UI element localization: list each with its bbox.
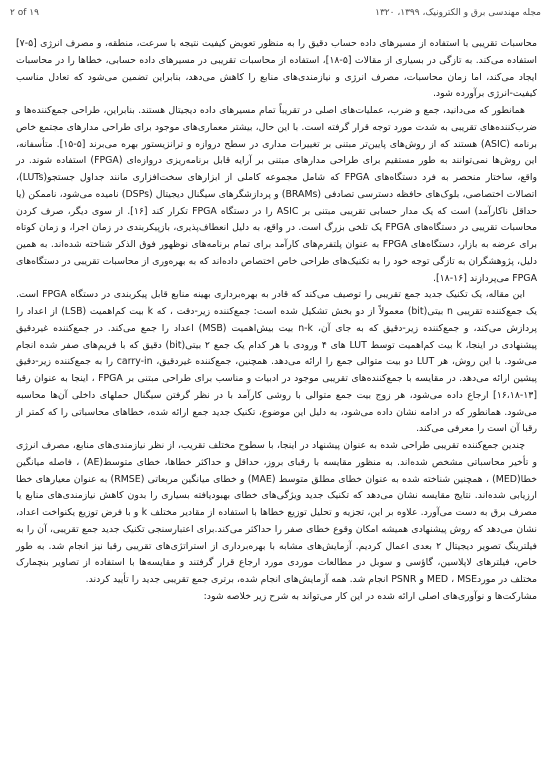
page-number: ۲ of ۱۹ (10, 8, 39, 18)
paragraph-proposed-adder: این مقاله، یک تکنیک جدید جمع تقریبی را توصیف می‌کند که قادر به بهره‌برداری بهینه منابع قابل پیکربندی در دستگاه FPGA است. یک جمع‌کننده تقریبی n بیتی(bit) معمولاً از دو بخش تشکیل شده است: جمع‌کننده زیر-دقت ، که k بیت کم‌اهمیت (LSB) از اعداد را پردازش می‌کند، و جمع‌کننده زیر-دقیق که به جای آن، n-k بیت بیش‌اهمیت (MSB) اعداد را جمع می‌کند. در جمع‌کننده غیردقیق پیشنهادی در اینجا، k بیت کم‌اهمیت توسط LUT های ۴ ورودی با هر کدام یک جمع ۲ بیتی(bit) دقیق که با فریم‌های صفر شده انجام می‌شود. با این روش، هر LUT دو بیت متوالی جمع را ارائه می‌دهد. همچنین، جمع‌کننده غیردقیق، carry-in را به جمع‌کننده زیر-دقیق پیشین ارائه می‌دهد. در مقایسه با جمع‌کننده‌های تقریبی موجود در ادبیات و مناسب برای طراحی مبتنی بر FPGA ، اینجا به عنوان رقبا [۱۳-۱۶،۱۸] ارجاع داده می‌شود، هر زوج بیت جمع متوالی با روشی کارآمد با در نظر گرفتن سیگنال حملهای داخلی آن‌ها محاسبه می‌شود. همانطور که در ادامه نشان داده می‌شود، به دلیل این موضوع، تکنیک جدید جمع ارائه شده، خطاهای محاسباتی را که کمتر از رقبا آن است را معرفی می‌کند. (16, 289, 537, 435)
paragraph-approximate-computing-intro: محاسبات تقریبی با استفاده از مسیرهای داده حساب دقیق را به منظور تعویض کیفیت نتیجه با سرعت، منطقه، و مصرف انرژی [۵-۷] استفاده می‌کند. به تازگی در بسیاری از مقالات [۵-۱۸]، استفاده از محاسبات تقریبی در مسیرهای داده حسابی، خطاها را در محاسبات ایجاد می‌کند، اما زمان محاسبات، مصرف انرژی و نیازمندی‌های منابع را کاهش می‌دهد، بنابراین تضمین می‌شود که تعادل مناسب کیفیت-انرژی برآورده شود. (16, 38, 538, 100)
article-body (16, 36, 537, 606)
journal-name: مجله مهندسی برق و الکترونیک، ۱۳۹۹، ۱۳۲۰ (375, 8, 541, 18)
paragraph-evaluation: چندین جمع‌کننده تقریبی طراحی شده به عنوان پیشنهاد در اینجا، با سطوح مختلف تقریب، از نظر نیازمندی‌های منابع، مصرف انرژی و تأخیر محاسباتی مشخص شده‌اند. به منظور مقایسه با رقبای بروز، حداقل و حداکثر خطاها، خطای متوسط(AE) ، فاصله میانگین خطا(MED) ، همچنین شناخته شده به عنوان خطای مطلق متوسط (MAE) و خطای میانگین مربعاتی (RMSE) به عنوان معیارهای خطا ارزیابی شده‌اند. نتایج مقایسه نشان می‌دهد که تکنیک جدید ویژگی‌های خطای بهبودیافته بسیاری را بدون کاهش نیازمندی‌های منابع یا مصرف برق به دست می‌آورد. علاوه بر این، تجزیه و تحلیل توزیع خطاها با استفاده از مقادیر مختلف k و با فرض توزیع یکنواخت اعداد، نشان می‌دهد که روش پیشنهادی همیشه امکان وقوع خطای صفر را حداکثر می‌کند.برای اعتبارسنجی تکنیک جدید جمع تقریبی، آن را به فیلترینگ تصویر دیجیتال ۲ بعدی اعمال کردیم. آزمایش‌های مشابه با بهره‌برداری از استراتژی‌های تقریبی رقبا نیز انجام شد. به طور خاص، فیلترهای لاپلاسین، گاؤسی و سوبل در مطالعات موردی مورد ارجاع قرار گرفتند و مقایسه‌ها با استفاده از تصاویر بنچمارک مختلف در موردMED ، MSE و PSNR انجام شد. همه آزمایش‌های انجام شده، برتری جمع تقریبی جدید را تأیید کردند. (16, 440, 537, 585)
page-header (10, 8, 541, 22)
paragraph-fpga-background: همانطور که می‌دانید، جمع و ضرب، عملیات‌های اصلی در تقریباً تمام مسیرهای داده دیجیتال هستند. بنابراین، طراحی جمع‌کننده‌ها و ضرب‌کننده‌های تقریبی به شدت مورد توجه قرار گرفته است. با این حال، بیشتر معماری‌های موجود برای طراحی مدارهای مجتمع خاص برنامه (ASIC) هستند که از روش‌های پایین‌تر مبتنی بر تغییرات مداری در سطح دروازه و ترانزیستور بهره می‌برند [۵-۱۵]. متأسفانه، این روش‌ها نمی‌توانند به طور مستقیم برای طراحی مدارهای مبتنی بر آرایه قابل برنامه‌ریزی دروازه‌ای (FPGA) استفاده شوند. در واقع، ساختار منحصر به فرد دستگاه‌های FPGA که شامل مجموعه کاملی از ابزارهای سخت‌افزاری مانند جداول جستجو(LUTs)، اتصالات اختصاصی، بلوک‌های حافظه دسترسی تصادفی (BRAMs) و پردازشگرهای سیگنال دیجیتال (DSPs) نامیده می‌شود، ناممکن (یا حداقل ناکارآمد) است که یک مدار حسابی تقریبی مبتنی بر ASIC را در دستگاه FPGA تکرار کند [۱۶]. از سوی دیگر، صرف کردن محاسبات تقریبی در دستگاه‌های FPGA یک تلخی بزرگ است. در واقع، به دلیل انعطاف‌پذیری، بازپیکربندی در زمان اجرا، و زمان کوتاه برای عرضه به بازار، دستگاه‌های FPGA به عنوان پلتفرم‌های کارآمد برای تمام برنامه‌های نوظهور فوق الذکر شناخته شده‌اند. به همین دلیل، پژوهشگران به تازگی توجه خود را به تکنیک‌های طراحی خاص اختصاص داده‌اند که به بهره‌وری از محاسبات تقریبی در دستگاه‌های FPGA می‌پردازند [۱۶-۱۸]. (16, 105, 538, 284)
paragraph-contributions-intro: مشارکت‌ها و نوآوری‌های اصلی ارائه شده در این کار می‌تواند به شرح زیر خلاصه شود: (203, 590, 537, 602)
